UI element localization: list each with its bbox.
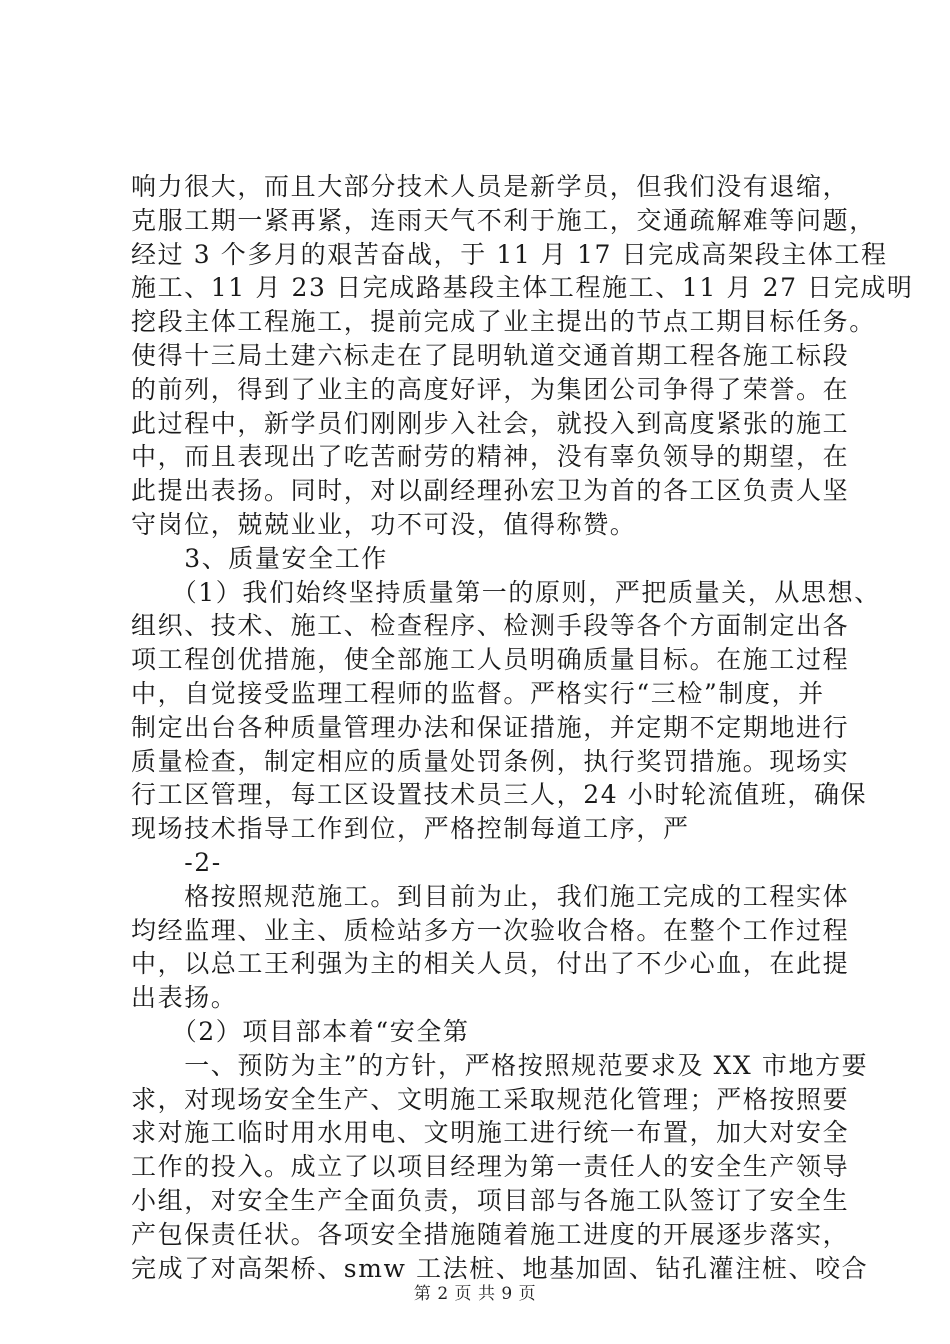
text-line: 克服工期一紧再紧，连雨天气不利于施工，交通疏解难等问题， (131, 205, 876, 235)
text-line: 格按照规范施工。到目前为止，我们施工完成的工程实体 (131, 881, 850, 911)
text-line: 经过 3 个多月的艰苦奋战，于 11 月 17 日完成高架段主体工程 (131, 239, 888, 269)
section-heading: 3、质量安全工作 (131, 543, 388, 573)
text-line: 小组，对安全生产全面负责，项目部与各施工队签订了安全生 (131, 1185, 850, 1215)
text-line: 的前列，得到了业主的高度好评，为集团公司争得了荣誉。在 (131, 374, 850, 404)
text-line: 产包保责任状。各项安全措施随着施工进度的开展逐步落实， (131, 1219, 850, 1249)
text-line: 均经监理、业主、质检站多方一次验收合格。在整个工作过程 (131, 915, 850, 945)
text-line: 质量检查，制定相应的质量处罚条例，执行奖罚措施。现场实 (131, 746, 850, 776)
text-line: 守岗位，兢兢业业，功不可没，值得称赞。 (131, 509, 637, 539)
text-line: 完成了对高架桥、smw 工法桩、地基加固、钻孔灌注桩、咬合 (131, 1253, 869, 1283)
text-line: 一、预防为主”的方针，严格按照规范要求及 XX 市地方要 (131, 1050, 869, 1080)
text-line: 此提出表扬。同时，对以副经理孙宏卫为首的各工区负责人坚 (131, 476, 850, 506)
page-footer (0, 1283, 950, 1305)
text-line: 中，以总工王利强为主的相关人员，付出了不少心血，在此提 (131, 949, 850, 979)
text-line: （2）项目部本着“安全第 (131, 1016, 470, 1046)
text-line: 求，对现场安全生产、文明施工采取规范化管理；严格按照要 (131, 1084, 850, 1114)
text-line: 项工程创优措施，使全部施工人员明确质量目标。在施工过程 (131, 645, 850, 675)
text-line: 现场技术指导工作到位，严格控制每道工序，严 (131, 814, 690, 844)
text-line: 响力很大，而且大部分技术人员是新学员，但我们没有退缩， (131, 172, 850, 201)
text-line: 使得十三局土建六标走在了昆明轨道交通首期工程各施工标段 (131, 340, 850, 370)
text-line: 中，而且表现出了吃苦耐劳的精神，没有辜负领导的期望，在 (131, 442, 850, 472)
text-line: 求对施工临时用水用电、文明施工进行统一布置，加大对安全 (131, 1118, 850, 1148)
text-line: 组织、技术、施工、检查程序、检测手段等各个方面制定出各 (131, 611, 850, 641)
text-line: 制定出台各种质量管理办法和保证措施，并定期不定期地进行 (131, 712, 850, 742)
text-line: 施工、11 月 23 日完成路基段主体工程施工、11 月 27 日完成明 (131, 273, 914, 303)
text-line: 中，自觉接受监理工程师的监督。严格实行“三检”制度，并 (131, 678, 825, 708)
text-line: 工作的投入。成立了以项目经理为第一责任人的安全生产领导 (131, 1152, 850, 1182)
text-line: （1）我们始终坚持质量第一的原则，严把质量关，从思想、 (131, 577, 881, 607)
page-number-label: 第 2 页 共 9 页 (413, 1284, 537, 1304)
document-body (131, 170, 914, 1285)
text-line: 行工区管理，每工区设置技术员三人，24 小时轮流值班，确保 (131, 780, 868, 810)
text-line: 此过程中，新学员们刚刚步入社会，就投入到高度紧张的施工 (131, 408, 850, 438)
text-line: 挖段主体工程施工，提前完成了业主提出的节点工期目标任务。 (131, 307, 876, 337)
inline-page-marker: -2- (131, 847, 222, 877)
text-line: 出表扬。 (131, 983, 238, 1013)
